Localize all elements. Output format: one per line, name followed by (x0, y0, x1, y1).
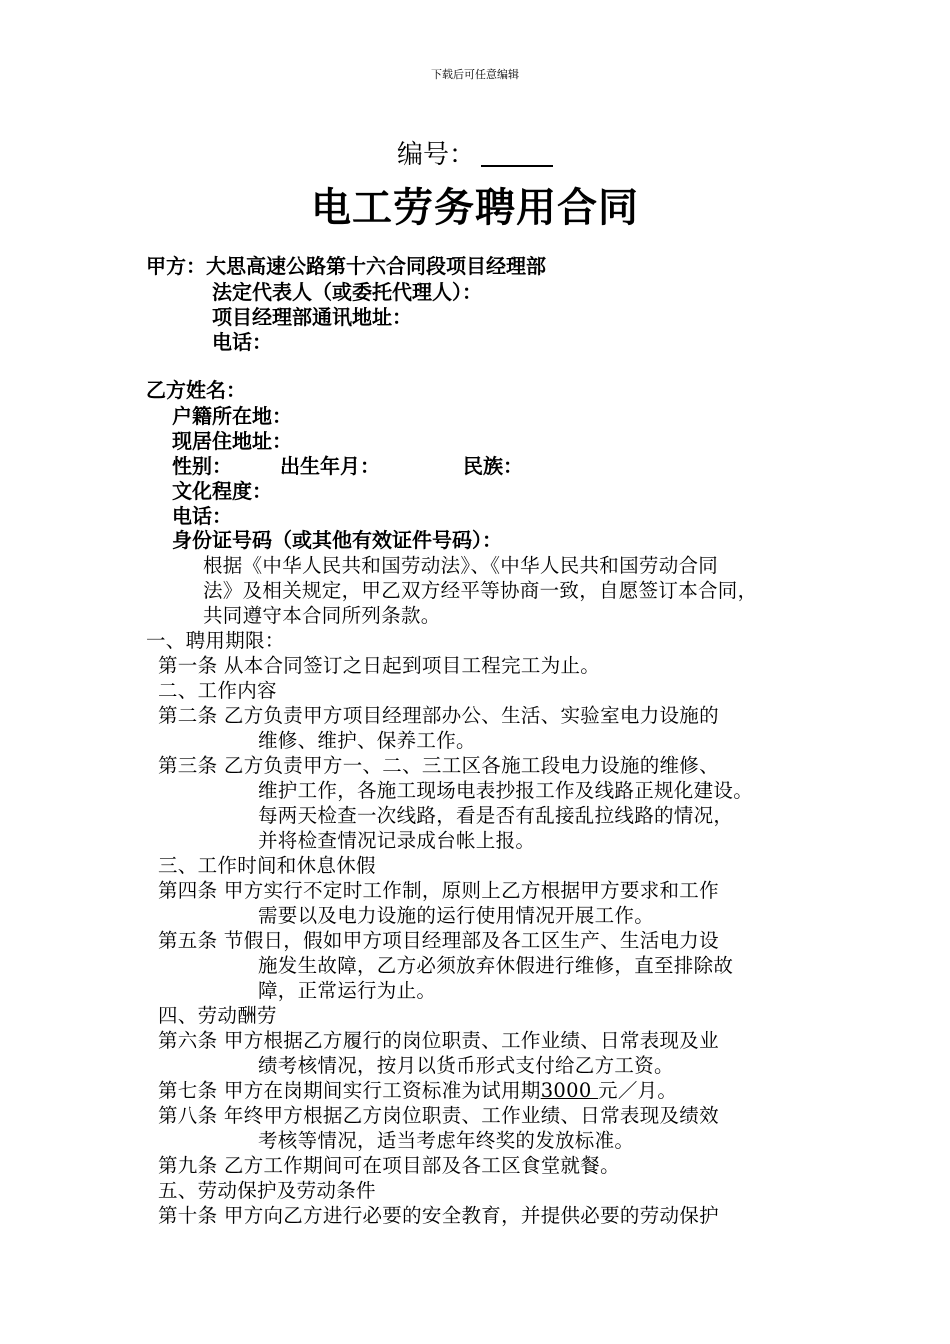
preamble-line: 根据《中华人民共和国劳动法》、《中华人民共和国劳动合同 (203, 554, 719, 577)
article-5-line: 第五条 节假日，假如甲方项目经理部及各工区生产、生活电力设 (158, 929, 719, 952)
party-b-education: 文化程度： (172, 479, 272, 503)
article-6-line: 第六条 甲方根据乙方履行的岗位职责、工作业绩、日常表现及业 (158, 1029, 719, 1052)
party-b-birth: 出生年月： (280, 454, 380, 478)
header-note: 下载后可任意编辑 (431, 68, 519, 81)
page-title: 电工劳务聘用合同 (311, 185, 639, 231)
salary-amount: 3000 (540, 1079, 599, 1102)
article-1: 第一条 从本合同签订之日起到项目工程完工为止。 (158, 654, 601, 677)
article-2-line: 维修、维护、保养工作。 (258, 729, 476, 752)
party-b-id: 身份证号码（或其他有效证件号码）： (172, 528, 502, 552)
party-b-phone: 电话： (172, 504, 232, 528)
article-7-unit: 元／月。 (598, 1079, 678, 1102)
article-3-line: 每两天检查一次线路，看是否有乱接乱拉线路的情况， (258, 804, 734, 827)
article-7-text: 第七条 甲方在岗期间实行工资标准为试用期 (158, 1079, 541, 1102)
section-heading: 四、劳动酬劳 (158, 1004, 277, 1027)
article-10: 第十条 甲方向乙方进行必要的安全教育，并提供必要的劳动保护 (158, 1204, 719, 1227)
article-2-line: 第二条 乙方负责甲方项目经理部办公、生活、实验室电力设施的 (158, 704, 719, 727)
section-heading: 三、工作时间和休息休假 (158, 854, 376, 877)
party-a-phone: 电话： (212, 330, 272, 354)
section-heading: 二、工作内容 (158, 679, 277, 702)
article-5-line: 障，正常运行为止。 (258, 979, 437, 1002)
article-6-line: 绩考核情况，按月以货币形式支付给乙方工资。 (258, 1054, 674, 1077)
article-8-line: 考核等情况，适当考虑年终奖的发放标准。 (258, 1129, 635, 1152)
article-3-line: 第三条 乙方负责甲方一、二、三工区各施工段电力设施的维修、 (158, 754, 719, 777)
contract-number-label: 编号： (396, 140, 475, 170)
party-b-name: 乙方姓名： (146, 378, 246, 402)
party-b-household: 户籍所在地： (172, 404, 292, 428)
party-a-line: 甲方：大思高速公路第十六合同段项目经理部 (146, 254, 546, 278)
section-heading: 一、聘用期限： (146, 629, 285, 652)
preamble-line: 法》及相关规定，甲乙双方经平等协商一致，自愿签订本合同， (203, 579, 758, 602)
section-heading: 五、劳动保护及劳动条件 (158, 1179, 376, 1202)
preamble-line: 共同遵守本合同所列条款。 (203, 604, 441, 627)
article-4-line: 第四条 甲方实行不定时工作制，原则上乙方根据甲方要求和工作 (158, 879, 719, 902)
party-a-representative: 法定代表人（或委托代理人）： (212, 280, 482, 304)
article-7 (158, 1075, 677, 1103)
contract-number-blank (481, 143, 553, 167)
party-b-ethnicity: 民族： (463, 454, 523, 478)
article-8-line: 第八条 年终甲方根据乙方岗位职责、工作业绩、日常表现及绩效 (158, 1104, 719, 1127)
party-b-address: 现居住地址： (172, 429, 292, 453)
article-9: 第九条 乙方工作期间可在项目部及各工区食堂就餐。 (158, 1154, 620, 1177)
party-a-address: 项目经理部通讯地址： (212, 305, 412, 329)
article-5-line: 施发生故障，乙方必须放弃休假进行维修，直至排除故 (258, 954, 734, 977)
article-3-line: 维护工作，各施工现场电表抄报工作及线路正规化建设。 (258, 779, 754, 802)
article-4-line: 需要以及电力设施的运行使用情况开展工作。 (258, 904, 655, 927)
party-b-gender: 性别： (172, 454, 232, 478)
contract-number (0, 134, 950, 171)
article-3-line: 并将检查情况记录成台帐上报。 (258, 829, 536, 852)
